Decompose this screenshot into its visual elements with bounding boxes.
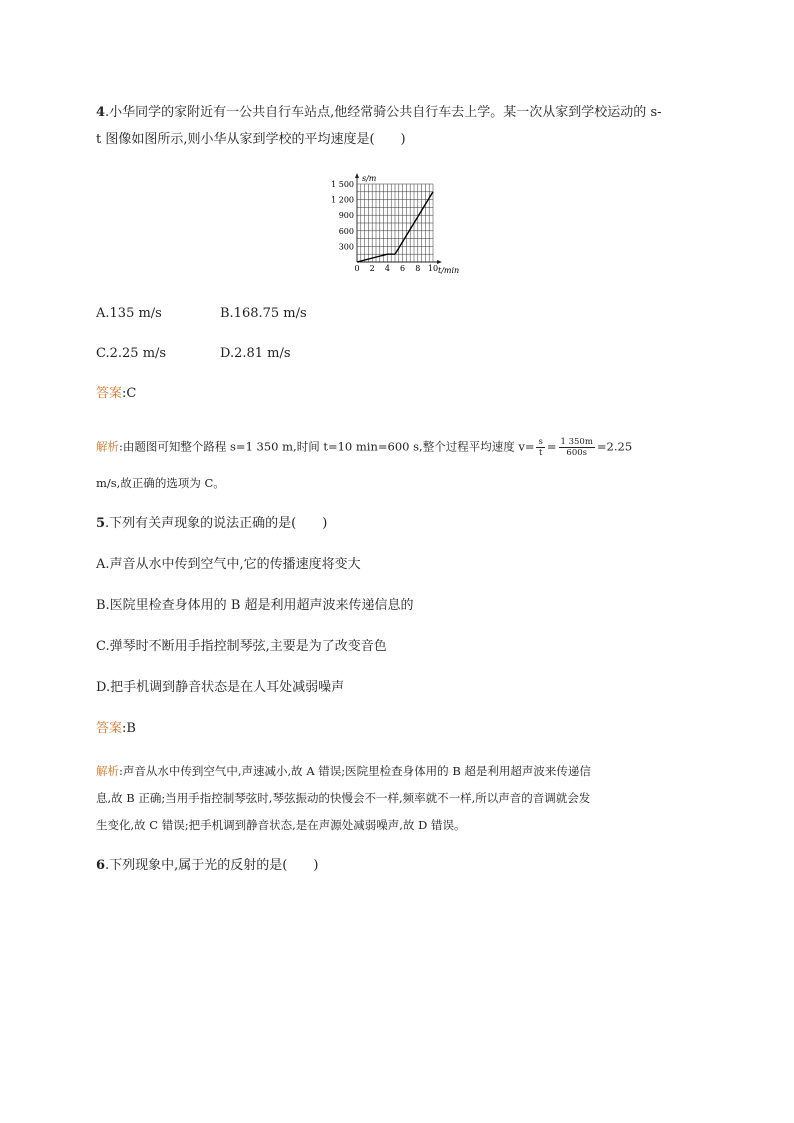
q4-option-c: C.2.25 m/s [96, 346, 167, 361]
q5-stem: 5.下列有关声现象的说法正确的是( ) [96, 516, 328, 531]
q5-analysis-line1: 解析:声音从水中传到空气中,声速减小,故 A 错误;医院里检查身体用的 B 超是利用超声波来传递信 [96, 764, 591, 778]
q4-option-d: D.2.81 m/s [220, 346, 291, 361]
q5-option-c: C.弹琴时不断用手指控制琴弦,主要是为了改变音色 [96, 639, 387, 654]
q5-analysis-line2: 息,故 B 正确;当用手指控制琴弦时,琴弦振动的快慢会不一样,频率就不一样,所以声音的音调就会发 [96, 791, 591, 805]
q5-option-b: B.医院里检查身体用的 B 超是利用超声波来传递信息的 [96, 598, 414, 613]
q4-option-a: A.135 m/s [96, 306, 162, 321]
q4-stem-line1: 4.小华同学的家附近有一公共自行车站点,他经常骑公共自行车去上学。某一次从家到学校运动的 s- [96, 105, 662, 120]
y-tick-label: 1 200 [331, 195, 354, 205]
x-tick-label: 2 [369, 264, 375, 273]
x-tick-label: 4 [384, 264, 390, 273]
fraction-values: $\frac{1 350m}{600s}$ [560, 437, 593, 458]
q4-analysis-line2: m/s,故正确的选项为 C。 [96, 476, 225, 490]
y-tick-label: 900 [338, 211, 354, 221]
x-tick-label: 6 [400, 264, 406, 273]
x-tick-label: 10 [427, 264, 439, 273]
q5-analysis-line3: 生变化,故 C 错误;把手机调到静音状态,是在声源处减弱噪声,故 D 错误。 [96, 818, 466, 832]
q4-answer: 答案:C [96, 386, 137, 401]
y-axis-arrow [355, 173, 359, 178]
graph-ticks [331, 180, 438, 273]
st-graph [320, 170, 470, 282]
y-tick-label: 600 [338, 226, 354, 236]
q5-option-d: D.把手机调到静音状态是在人耳处减弱噪声 [96, 680, 345, 695]
x-tick-label: 0 [354, 264, 360, 273]
q6-stem: 6.下列现象中,属于光的反射的是( ) [96, 858, 319, 873]
q4-stem-line2: t 图像如图所示,则小华从家到学校的平均速度是( ) [96, 132, 406, 147]
q4-number: 4 [96, 105, 106, 120]
x-tick-label: 8 [415, 264, 421, 273]
q4-option-b: B.168.75 m/s [220, 306, 307, 321]
q5-answer: 答案:B [96, 721, 136, 736]
q5-option-a: A.声音从水中传到空气中,它的传播速度将变大 [96, 557, 361, 572]
y-tick-label: 1 500 [331, 180, 354, 189]
q4-analysis-line1: 解析:由题图可知整个路程 s=1 350 m,时间 t=10 min=600 s,整个过程平均速度 v= $\frac{s}{t}$ = $\frac{1 350m}{600s}$ =2.25 [96, 437, 633, 458]
fraction-s-over-t: $\frac{s}{t}$ [538, 437, 543, 458]
y-tick-label: 300 [338, 242, 354, 252]
y-axis-label: s/m [362, 174, 377, 183]
graph-grid [357, 184, 433, 262]
x-axis-label: t/min [438, 266, 460, 275]
